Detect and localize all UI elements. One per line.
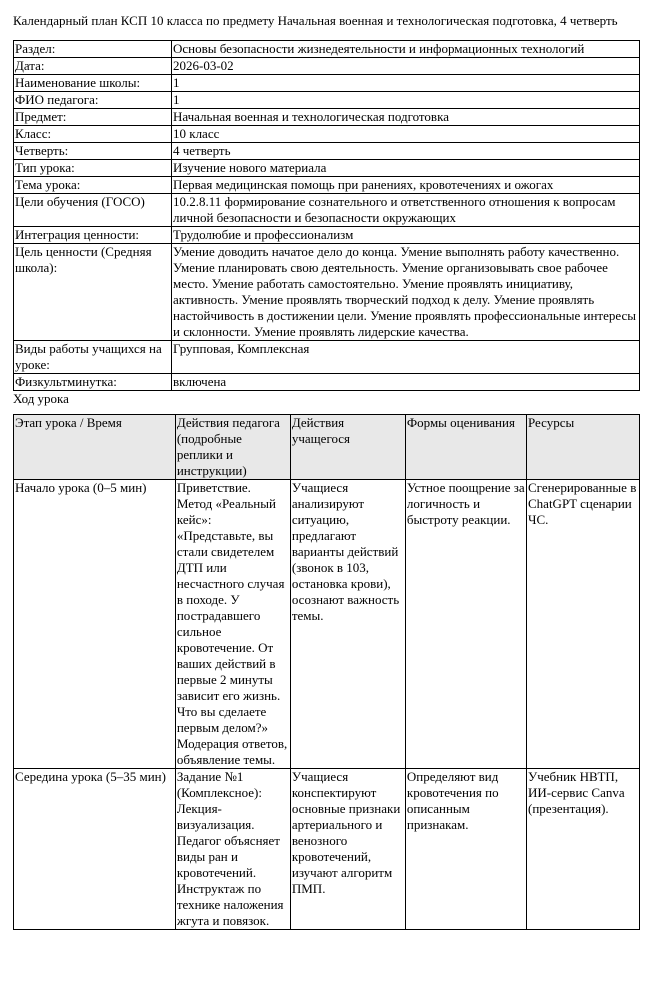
info-row — [14, 374, 640, 391]
info-value: Групповая, Комплексная — [172, 341, 640, 374]
info-label: Тип урока: — [14, 160, 172, 177]
info-row — [14, 160, 640, 177]
lesson-plan-table — [13, 414, 640, 930]
info-label: Цели обучения (ГОСО) — [14, 194, 172, 227]
info-row — [14, 227, 640, 244]
info-label: Тема урока: — [14, 177, 172, 194]
info-label: Четверть: — [14, 143, 172, 160]
info-value: Изучение нового материала — [172, 160, 640, 177]
lesson-plan-row — [14, 480, 640, 769]
info-value: Умение доводить начатое дело до конца. Умение выполнять работу качественно. Умение планировать свою деятельность. Умение организовывать свое рабочее место. Умение работать самостоятельно. Умение проявлять инициативу, активность. Умение проявлять творческий подход к делу. Умение проявлять настойчивость в достижении цели. Умение проявлять профессиональные интересы и склонности. Умение проявлять лидерские качества. — [172, 244, 640, 341]
info-value: Первая медицинская помощь при ранениях, кровотечениях и ожогах — [172, 177, 640, 194]
info-label: Дата: — [14, 58, 172, 75]
info-row — [14, 143, 640, 160]
header-stage: Этап урока / Время — [14, 415, 176, 480]
lesson-plan-header-row — [14, 415, 640, 480]
info-row — [14, 126, 640, 143]
info-row — [14, 75, 640, 92]
info-label: Интеграция ценности: — [14, 227, 172, 244]
stage-cell: Середина урока (5–35 мин) — [14, 769, 176, 930]
info-label: ФИО педагога: — [14, 92, 172, 109]
info-label: Цель ценности (Средняя школа): — [14, 244, 172, 341]
header-student-actions: Действия учащегося — [290, 415, 405, 480]
assessment-cell: Устное поощрение за логичность и быстроту реакции. — [405, 480, 526, 769]
info-label: Раздел: — [14, 41, 172, 58]
info-row — [14, 194, 640, 227]
info-row — [14, 244, 640, 341]
resources-cell: Сгенерированные в ChatGPT сценарии ЧС. — [527, 480, 640, 769]
student-actions-cell: Учащиеся конспектируют основные признаки артериального и венозного кровотечений, изучают алгоритм ПМП. — [290, 769, 405, 930]
resources-cell: Учебник НВТП, ИИ-сервис Canva (презентация). — [527, 769, 640, 930]
info-row — [14, 41, 640, 58]
info-label: Предмет: — [14, 109, 172, 126]
info-value: 1 — [172, 92, 640, 109]
info-row — [14, 109, 640, 126]
info-row — [14, 177, 640, 194]
header-assessment: Формы оценивания — [405, 415, 526, 480]
info-value: Начальная военная и технологическая подготовка — [172, 109, 640, 126]
info-label: Класс: — [14, 126, 172, 143]
info-label: Виды работы учащихся на уроке: — [14, 341, 172, 374]
info-value: Основы безопасности жизнедеятельности и информационных технологий — [172, 41, 640, 58]
lesson-info-table — [13, 40, 640, 391]
header-resources: Ресурсы — [527, 415, 640, 480]
info-label: Физкультминутка: — [14, 374, 172, 391]
info-value: 2026-03-02 — [172, 58, 640, 75]
info-value: 10.2.8.11 формирование сознательного и ответственного отношения к вопросам личной безопасности и безопасности окружающих — [172, 194, 640, 227]
assessment-cell: Определяют вид кровотечения по описанным признакам. — [405, 769, 526, 930]
info-value: 10 класс — [172, 126, 640, 143]
teacher-actions-cell: Приветствие. Метод «Реальный кейс»: «Представьте, вы стали свидетелем ДТП или несчастного случая в походе. У пострадавшего сильное кровотечение. От ваших действий в первые 2 минуты зависит его жизнь. Что вы сделаете первым делом?» Модерация ответов, объявление темы. — [175, 480, 290, 769]
info-value: 1 — [172, 75, 640, 92]
info-value: 4 четверть — [172, 143, 640, 160]
teacher-actions-cell: Задание №1 (Комплексное): Лекция-визуализация. Педагог объясняет виды ран и кровотечений. Инструктаж по технике наложения жгута и повязок. — [175, 769, 290, 930]
document-page — [13, 13, 640, 930]
info-row — [14, 92, 640, 109]
info-value: Трудолюбие и профессионализм — [172, 227, 640, 244]
info-row — [14, 341, 640, 374]
lesson-plan-row — [14, 769, 640, 930]
info-label: Наименование школы: — [14, 75, 172, 92]
info-value: включена — [172, 374, 640, 391]
student-actions-cell: Учащиеся анализируют ситуацию, предлагают варианты действий (звонок в 103, остановка крови), осознают важность темы. — [290, 480, 405, 769]
info-row — [14, 58, 640, 75]
header-teacher-actions: Действия педагога (подробные реплики и инструкции) — [175, 415, 290, 480]
lesson-flow-heading: Ход урока — [13, 391, 69, 406]
document-title: Календарный план КСП 10 класса по предмету Начальная военная и технологическая подготовка, 4 четверть — [13, 13, 618, 28]
stage-cell: Начало урока (0–5 мин) — [14, 480, 176, 769]
